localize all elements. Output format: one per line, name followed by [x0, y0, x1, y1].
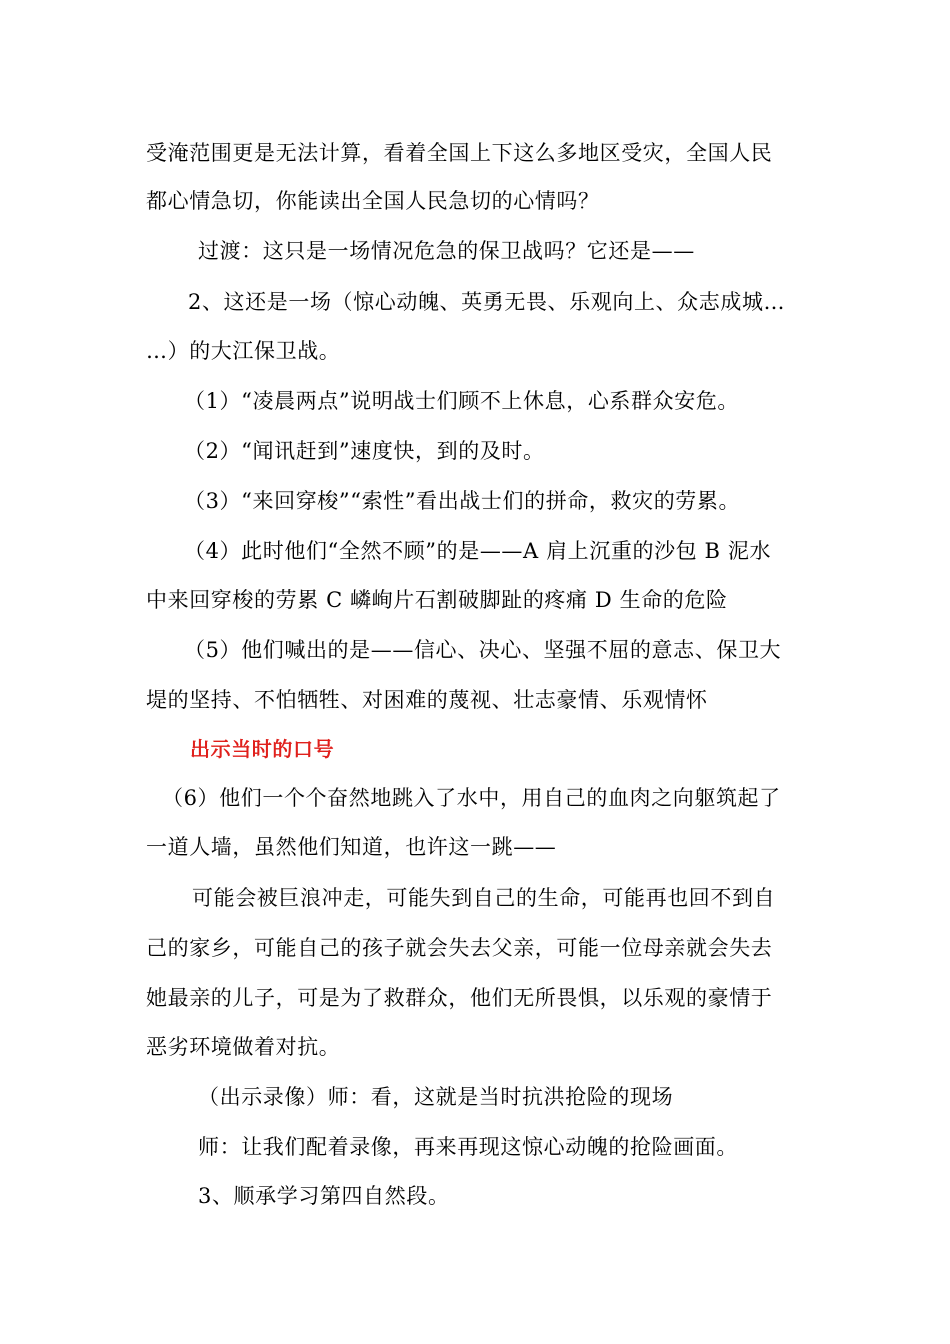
- sub-point-5-line-2: 堤的坚持、不怕牺牲、对困难的蔑视、壮志豪情、乐观情怀: [146, 688, 708, 712]
- slogan-heading: 出示当时的口号: [190, 737, 335, 761]
- point-3-line: 3、顺承学习第四自然段。: [198, 1184, 450, 1208]
- sub-point-3: （3）“来回穿梭”“索性”看出战士们的拼命，救灾的劳累。: [184, 489, 741, 513]
- video-line: （出示录像）师：看，这就是当时抗洪抢险的现场: [198, 1085, 674, 1109]
- point-2-line-2: …）的大江保卫战。: [146, 339, 341, 363]
- paragraph-line-1: 受淹范围更是无法计算，看着全国上下这么多地区受灾，全国人民: [146, 141, 773, 165]
- point-2-line-1: 2、这还是一场（惊心动魄、英勇无畏、乐观向上、众志成城…: [188, 290, 786, 314]
- sub-point-1: （1）“凌晨两点”说明战士们顾不上休息，心系群众安危。: [184, 389, 740, 413]
- sub-point-6-line-2: 一道人墙，虽然他们知道，也许这一跳——: [146, 835, 557, 859]
- paragraph-possible-line-3: 她最亲的儿子，可是为了救群众，他们无所畏惧，以乐观的豪情于: [146, 986, 773, 1010]
- paragraph-line-2: 都心情急切，你能读出全国人民急切的心情吗？: [146, 189, 600, 213]
- sub-point-4-line-1: （4）此时他们“全然不顾”的是——A 肩上沉重的沙包 B 泥水: [184, 539, 772, 563]
- sub-point-4-line-2: 中来回穿梭的劳累 C 嶙峋片石割破脚趾的疼痛 D 生命的危险: [146, 588, 728, 612]
- sub-point-6-line-1: （6）他们一个个奋然地跳入了水中，用自己的血肉之向躯筑起了: [162, 786, 781, 810]
- sub-point-2: （2）“闻讯赶到”速度快，到的及时。: [184, 439, 545, 463]
- paragraph-possible-line-4: 恶劣环境做着对抗。: [146, 1035, 341, 1059]
- teacher-line: 师：让我们配着录像，再来再现这惊心动魄的抢险画面。: [198, 1135, 738, 1159]
- paragraph-possible-line-1: 可能会被巨浪冲走，可能失到自己的生命，可能再也回不到自: [192, 886, 776, 910]
- sub-point-5-line-1: （5）他们喊出的是——信心、决心、坚强不屈的意志、保卫大: [184, 638, 782, 662]
- transition-line: 过渡：这只是一场情况危急的保卫战吗？它还是——: [198, 239, 695, 263]
- paragraph-possible-line-2: 己的家乡，可能自己的孩子就会失去父亲，可能一位母亲就会失去: [146, 936, 773, 960]
